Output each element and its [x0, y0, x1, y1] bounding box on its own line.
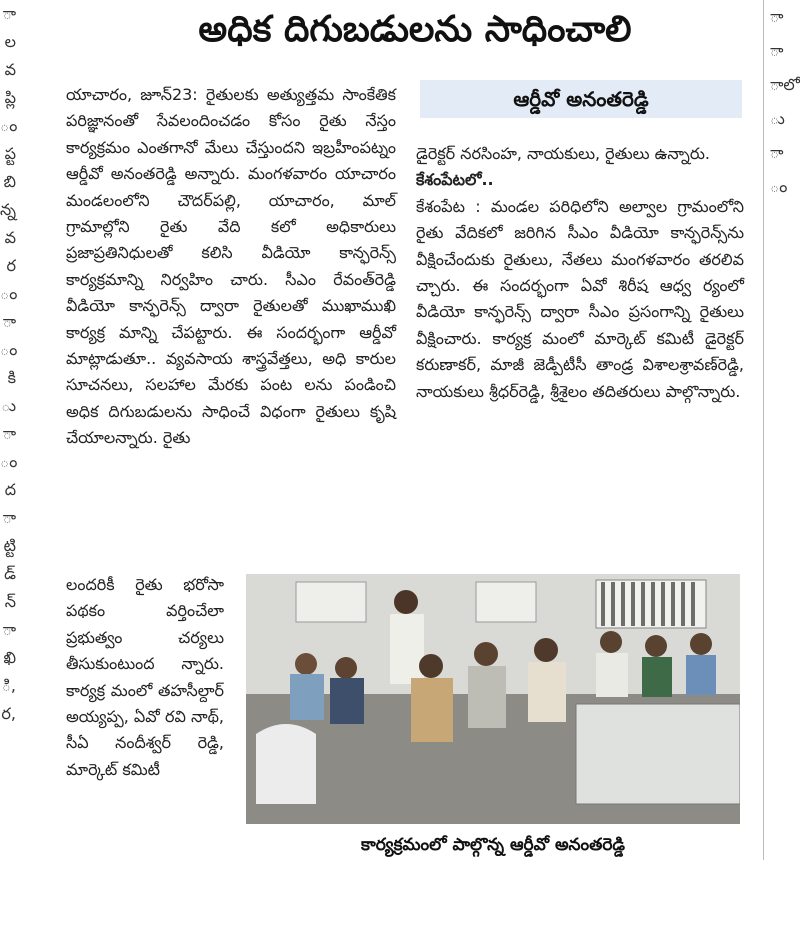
- edge-fragment-left: ఖి: [3, 648, 16, 667]
- article-paragraph-right: కేశంపేట : మండల పరిధిలోని అల్వాల గ్రామంలోని రైతు వేదికలో జరిగిన సీఎం వీడియో కాన్ఫరెన్స్‌ను వీక్షించేందుకు రైతులు, నేతలు మంగళవారం తరలివ చ్చారు. ఈ సందర్భంగా ఏవో శిరీష ఆధ్వ ర్యంలో వీడియో కాన్ఫరెన్స్ ద్వారా సీఎం ప్రసంగాన్ని రైతులు వీక్షించారు. కార్యక్ర మంలో మార్కెట్ కమిటీ డైరెక్టర్ కరుణాకర్, మాజీ జెడ్పీటీసీ తాండ్ర విశాలశ్రావణ్‌రెడ్డి, నాయకులు శ్రీధర్‌రెడ్డి, శ్రీశైలం తదితరులు పాల్గొన్నారు.: [416, 196, 744, 401]
- edge-fragment-left: ం: [0, 452, 18, 471]
- edge-fragment-left: ా: [2, 312, 16, 331]
- article-column-right: [416, 141, 744, 405]
- edge-fragment-left: ద: [4, 480, 16, 499]
- edge-fragment-left: ప్ట: [4, 144, 16, 163]
- edge-fragment-left: ర: [6, 256, 16, 275]
- edge-fragment-right: ా: [770, 143, 784, 162]
- edge-fragment-left: ల: [4, 32, 16, 51]
- edge-fragment-left: వ: [4, 228, 16, 247]
- article-paragraph-left: యాచారం, జూన్23: రైతులకు అత్యుత్తమ సాంకేతిక పరిజ్ఞానంతో సేవలందించడం కోసం రైతు నేస్తం కార్యక్రమం ఎంతగానో మేలు చేస్తుందని ఇబ్రహీంపట్నం ఆర్డీవో అనంతరెడ్డి అన్నారు. మంగళవారం యాచారం మండలంలోని చౌదర్‌పల్లి, యాచారం, మాల్ గ్రామాల్లోని రైతు వేది కలో అధికారులు ప్రజాప్రతినిధులతో కలిసి వీడియో కాన్ఫరెన్స్ కార్యక్రమాన్ని నిర్వహిం చారు. సీఎం రేవంత్‌రెడ్డి వీడియో కాన్ఫరెన్స్ ద్వారా రైతులతో ముఖాముఖి కార్యక్ర మాన్ని చేపట్టారు. ఈ సందర్భంగా ఆర్డీవో మాట్లాడుతూ.. వ్యవసాయ శాస్త్రవేత్తలు, అధి కారుల సూచనలు, సలహాల మేరకు పంట లను పండించి అధిక దిగుబడులను సాధించే విధంగా రైతులు కృషి చేయాలన్నారు. రైతు: [66, 85, 396, 448]
- photo-caption: కార్యక్రమంలో పాల్గొన్న ఆర్డీవో అనంతరెడ్డి: [360, 835, 626, 855]
- edge-fragment-left: ా: [2, 620, 16, 639]
- news-photo: [246, 574, 740, 824]
- edge-fragment-left: వ: [4, 60, 16, 79]
- edge-fragment-left: ం: [0, 116, 18, 135]
- edge-fragment-left: ట్టి: [3, 536, 16, 555]
- edge-fragment-left: ా: [2, 424, 16, 443]
- article-column-narrow: [66, 572, 224, 783]
- edge-fragment-left: న్: [4, 592, 16, 611]
- article-column-left: [66, 82, 396, 452]
- headline: అధిక దిగుబడులను సాధించాలి: [198, 9, 632, 50]
- edge-fragment-right: ా: [770, 41, 784, 60]
- edge-fragment-right: ాలో: [770, 75, 800, 94]
- edge-fragment-left: ం: [0, 340, 18, 359]
- edge-fragment-left: ం: [0, 284, 18, 303]
- article-paragraph-intro: డైరెక్టర్ నరసింహ, నాయకులు, రైతులు ఉన్నారు.: [416, 144, 710, 163]
- edge-fragment-right: ం: [770, 177, 788, 196]
- edge-fragment-left: డ్: [4, 564, 16, 583]
- edge-fragment-right: ు: [770, 109, 785, 128]
- edge-fragment-left: ి,: [1, 676, 16, 695]
- edge-fragment-left: ా: [2, 4, 16, 23]
- edge-fragment-left: బి: [3, 172, 16, 191]
- adjacent-column-right-edge: [763, 0, 800, 860]
- edge-fragment-left: ప్లి: [4, 88, 16, 107]
- adjacent-column-left-edge: [0, 0, 22, 830]
- article-paragraph-narrow: లందరికీ రైతు భరోసా పథకం వర్తించేలా ప్రభుత్వం చర్యలు తీసుకుంటుంద న్నారు. కార్యక్ర మంలో తహసీల్దార్ అయ్యప్ప, ఏవో రవి నాథ్, సీఏ నందీశ్వర్ రెడ్డి, మార్కెట్ కమిటీ: [66, 575, 224, 779]
- edge-fragment-left: న్న: [0, 200, 16, 219]
- edge-fragment-left: ర,: [1, 704, 16, 723]
- meeting-photo-illustration: [246, 574, 740, 824]
- edge-fragment-left: కి: [7, 368, 16, 387]
- subhead: కేశంపేటలో..: [416, 170, 494, 190]
- byline: ఆర్డీవో అనంతరెడ్డి: [420, 80, 742, 118]
- edge-fragment-left: ా: [2, 508, 16, 527]
- edge-fragment-left: ు: [1, 396, 16, 415]
- edge-fragment-right: ా: [770, 7, 784, 26]
